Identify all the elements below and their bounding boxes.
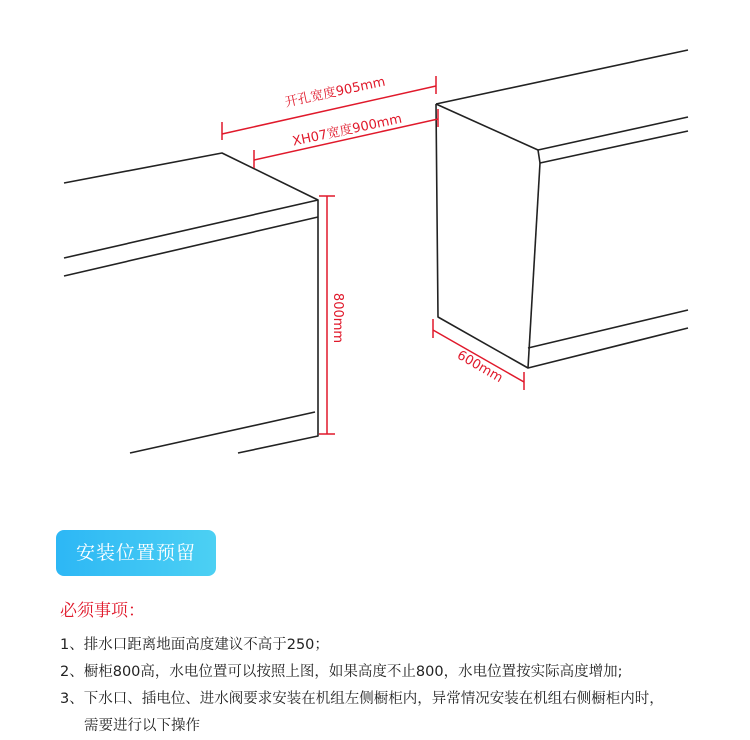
notice-item: 1、排水口距离地面高度建议不高于250； — [60, 637, 329, 653]
section-tag: 安装位置预留 — [56, 530, 216, 576]
notice-item: 2、橱柜800高，水电位置可以按照上图，如果高度不止800，水电位置按实际高度增加; — [60, 664, 623, 680]
right-cabinet — [436, 50, 688, 368]
dim-height-label: 800mm — [330, 292, 345, 344]
dim-depth-label: 600mm — [454, 347, 506, 386]
dim-unit-width-label: XH07宽度900mm — [291, 111, 404, 150]
dim-opening-label: 开孔宽度905mm — [283, 74, 387, 111]
notice-list — [60, 632, 664, 740]
notice-item: 3、下水口、插电位、进水阀要求安装在机组左侧橱柜内，异常情况安装在机组右侧橱柜内时， — [60, 691, 664, 707]
notice-item: 需要进行以下操作 — [84, 718, 200, 734]
left-cabinet — [64, 153, 318, 453]
notice-title: 必须事项： — [60, 601, 145, 621]
